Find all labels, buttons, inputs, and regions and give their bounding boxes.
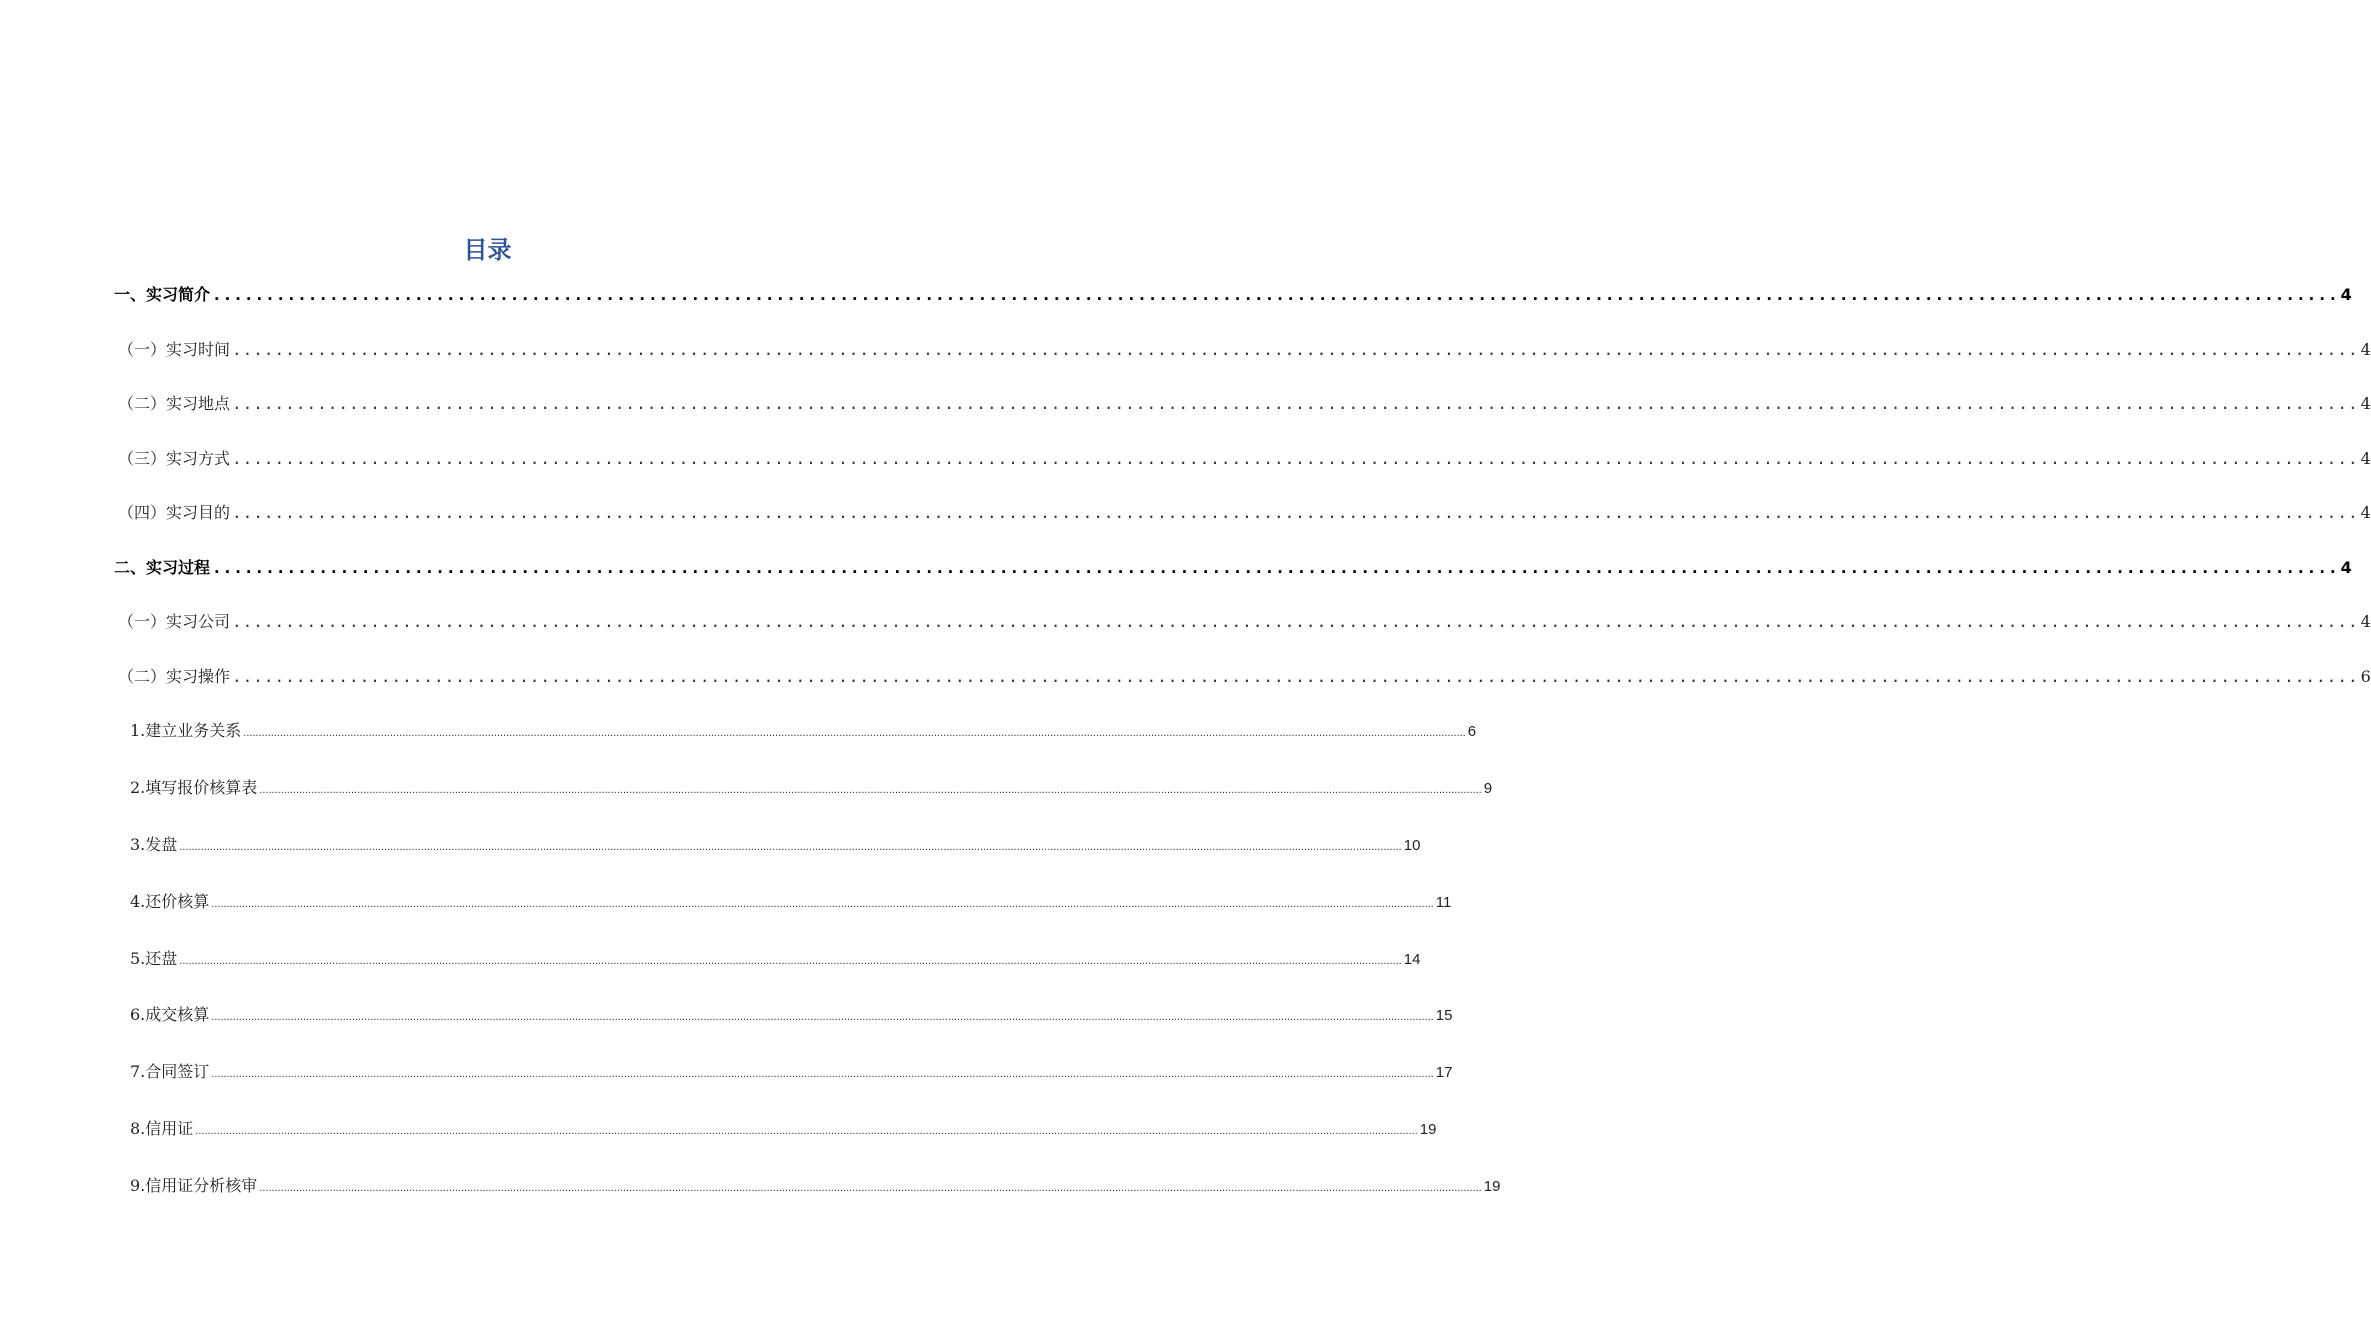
toc-dot-leader: ................................................................................................................................................................................................................................................................................................................................................................................................................ [259, 1182, 1482, 1194]
toc-dot-leader: ........................................................................................................................................................................................................ [232, 612, 2359, 631]
toc-entry[interactable] [118, 500, 2371, 524]
toc-page-number: 4 [2340, 558, 2352, 577]
toc-dot-leader: ................................................................................................................................................................................................................................................................................................................................................................................................................ [211, 1068, 1434, 1080]
toc-entry-label: （一）实习公司 [118, 612, 231, 631]
toc-page-number: 4 [2360, 449, 2371, 468]
toc-entry-label: 3.发盘 [130, 835, 178, 854]
toc-page-number: 4 [2360, 612, 2371, 631]
toc-entry-label: （三）实习方式 [118, 449, 231, 468]
toc-entry[interactable] [130, 889, 1452, 913]
toc-entry[interactable] [118, 609, 2371, 633]
toc-page-number: 14 [1403, 951, 1421, 968]
toc-entry[interactable] [130, 775, 1493, 799]
toc-page-number: 19 [1483, 1178, 1501, 1195]
toc-dot-leader: ........................................................................................................................................................................................................ [232, 667, 2359, 686]
toc-entry[interactable] [130, 946, 1421, 970]
toc-dot-leader: ........................................................................................................................................................................................................ [232, 340, 2359, 359]
toc-entry-label: 一、实习简介 [114, 285, 211, 304]
toc-entry[interactable] [118, 664, 2371, 688]
toc-entry[interactable] [130, 1059, 1453, 1083]
toc-dot-leader: ........................................................................................................................................................................................................ [212, 285, 2339, 304]
toc-page-number: 17 [1435, 1064, 1453, 1081]
toc-dot-leader: ................................................................................................................................................................................................................................................................................................................................................................................................................ [179, 955, 1402, 967]
toc-dot-leader: ........................................................................................................................................................................................................ [232, 503, 2359, 522]
toc-entry[interactable] [114, 555, 2352, 579]
toc-entry-label: 4.还价核算 [130, 892, 210, 911]
toc-page-number: 6 [1467, 723, 1477, 740]
toc-page-number: 4 [2360, 394, 2371, 413]
toc-entry[interactable] [118, 391, 2371, 415]
toc-dot-leader: ................................................................................................................................................................................................................................................................................................................................................................................................................ [259, 784, 1482, 796]
toc-entry-label: （二）实习地点 [118, 394, 231, 413]
toc-entry-label: （四）实习目的 [118, 503, 231, 522]
toc-entry-label: 9.信用证分析核审 [130, 1176, 258, 1195]
toc-title: 目录 [463, 236, 512, 264]
toc-entry[interactable] [130, 832, 1421, 856]
toc-page-number: 11 [1435, 894, 1452, 911]
toc-page-number: 19 [1419, 1121, 1437, 1138]
toc-page-number: 6 [2360, 667, 2371, 686]
toc-entry-label: 5.还盘 [130, 949, 178, 968]
toc-entry-label: 6.成交核算 [130, 1005, 210, 1024]
toc-dot-leader: ................................................................................................................................................................................................................................................................................................................................................................................................................ [211, 898, 1434, 910]
toc-entry[interactable] [118, 446, 2371, 470]
toc-dot-leader: ................................................................................................................................................................................................................................................................................................................................................................................................................ [243, 727, 1466, 739]
toc-entry-label: 2.填写报价核算表 [130, 778, 258, 797]
toc-entry[interactable] [114, 282, 2352, 306]
toc-page-number: 9 [1483, 780, 1493, 797]
toc-dot-leader: ........................................................................................................................................................................................................ [232, 449, 2359, 468]
toc-entry[interactable] [118, 337, 2371, 361]
toc-entry[interactable] [130, 1173, 1501, 1197]
toc-page-number: 10 [1403, 837, 1421, 854]
toc-page-number: 4 [2360, 503, 2371, 522]
toc-page-number: 15 [1435, 1007, 1453, 1024]
toc-dot-leader: ................................................................................................................................................................................................................................................................................................................................................................................................................ [211, 1011, 1434, 1023]
toc-page-number: 4 [2340, 285, 2352, 304]
toc-dot-leader: ................................................................................................................................................................................................................................................................................................................................................................................................................ [179, 841, 1402, 853]
toc-entry[interactable] [130, 718, 1477, 742]
toc-entry-label: 1.建立业务关系 [130, 721, 242, 740]
toc-entry-label: （一）实习时间 [118, 340, 231, 359]
toc-dot-leader: ........................................................................................................................................................................................................ [212, 558, 2339, 577]
toc-page-number: 4 [2360, 340, 2371, 359]
toc-dot-leader: ........................................................................................................................................................................................................ [232, 394, 2359, 413]
toc-entry-label: （二）实习操作 [118, 667, 231, 686]
toc-entry-label: 7.合同签订 [130, 1062, 210, 1081]
toc-entry[interactable] [130, 1002, 1453, 1026]
toc-entry-label: 二、实习过程 [114, 558, 211, 577]
toc-entry-label: 8.信用证 [130, 1119, 194, 1138]
toc-dot-leader: ................................................................................................................................................................................................................................................................................................................................................................................................................ [195, 1125, 1418, 1137]
toc-entry[interactable] [130, 1116, 1437, 1140]
